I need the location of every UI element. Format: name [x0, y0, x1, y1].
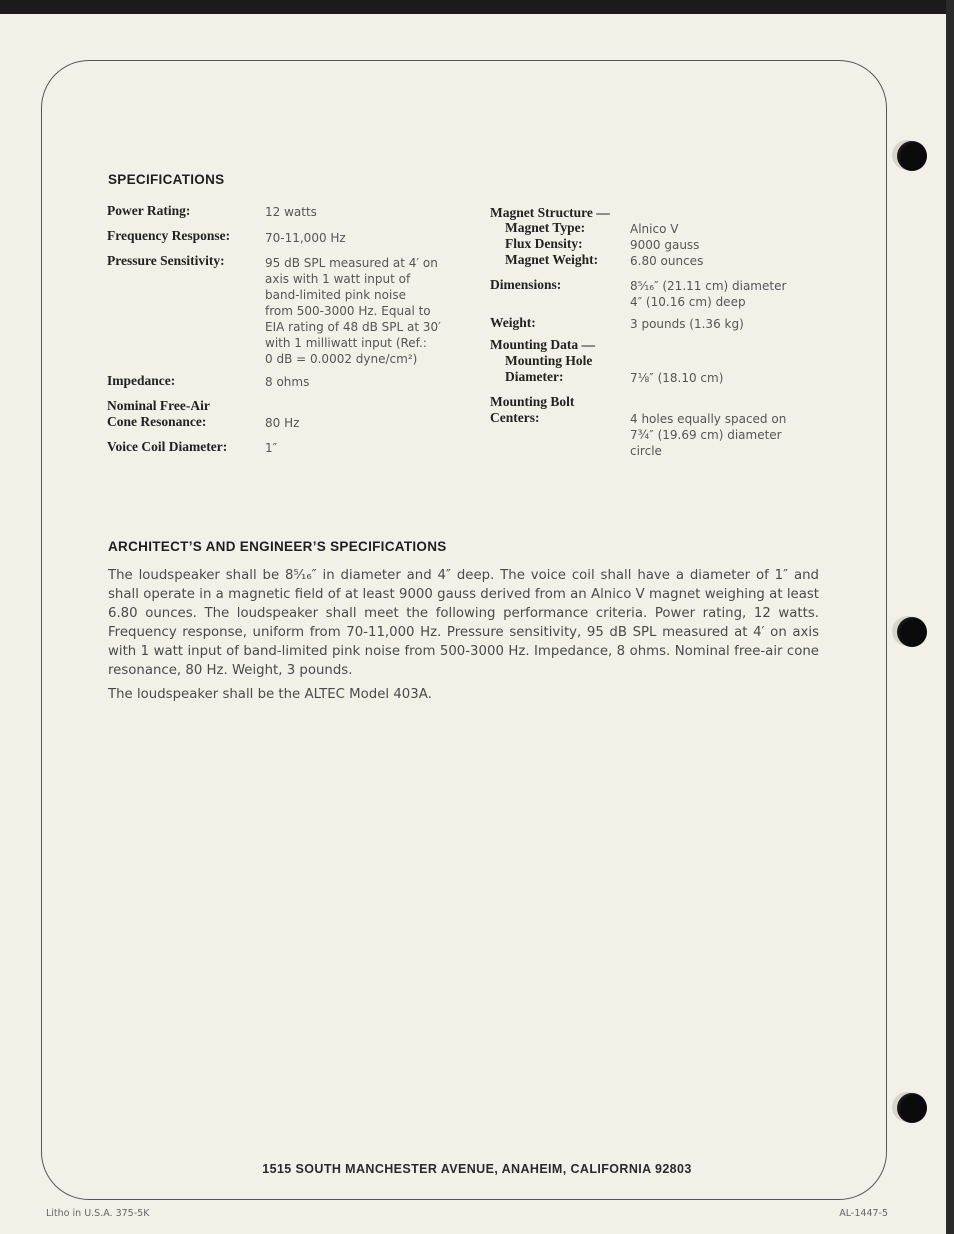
impedance-value: 8 ohms	[265, 375, 310, 389]
specifications-heading: SPECIFICATIONS	[108, 172, 225, 187]
voice-coil-value: 1″	[265, 441, 278, 455]
architect-model-paragraph: The loudspeaker shall be the ALTEC Model 403A.	[108, 687, 432, 702]
scan-top-edge	[0, 0, 954, 14]
flux-density-label: Flux Density:	[505, 236, 583, 251]
mounting-hole-label: Mounting Hole Diameter:	[505, 353, 593, 384]
pressure-sensitivity-label: Pressure Sensitivity:	[107, 253, 225, 268]
frequency-response-label: Frequency Response:	[107, 228, 231, 243]
mounting-hole-value: 7⅛″ (18.10 cm)	[630, 371, 724, 385]
magnet-weight-value: 6.80 ounces	[630, 254, 704, 268]
bolt-centers-label: Mounting Bolt Centers:	[490, 394, 575, 425]
bolt-centers-value: 4 holes equally spaced on 7¾″ (19.69 cm) diameter circle	[630, 412, 787, 458]
mounting-data-label: Mounting Data —	[490, 337, 596, 352]
weight-label: Weight:	[490, 315, 536, 330]
company-address: 1515 SOUTH MANCHESTER AVENUE, ANAHEIM, CALIFORNIA 92803	[262, 1162, 692, 1176]
impedance-label: Impedance:	[107, 373, 176, 388]
cone-resonance-value: 80 Hz	[265, 416, 300, 430]
architect-specs-heading: ARCHITECT’S AND ENGINEER’S SPECIFICATIONS	[108, 539, 447, 554]
frequency-response-value: 70-11,000 Hz	[265, 231, 346, 245]
dimensions-label: Dimensions:	[490, 277, 562, 292]
binder-hole-icon	[897, 141, 927, 171]
power-rating-value: 12 watts	[265, 205, 317, 219]
voice-coil-label: Voice Coil Diameter:	[107, 439, 228, 454]
weight-value: 3 pounds (1.36 kg)	[630, 317, 744, 331]
magnet-structure-label: Magnet Structure —	[490, 205, 610, 220]
scan-right-edge	[946, 0, 954, 1234]
power-rating-label: Power Rating:	[107, 203, 191, 218]
binder-hole-icon	[897, 1093, 927, 1123]
binder-hole-icon	[897, 617, 927, 647]
magnet-type-label: Magnet Type:	[505, 220, 586, 235]
flux-density-value: 9000 gauss	[630, 238, 700, 252]
dimensions-value: 8⁵⁄₁₆″ (21.11 cm) diameter 4″ (10.16 cm) deep	[630, 279, 787, 309]
magnet-type-value: Alnico V	[630, 222, 679, 236]
footer-doc-code: AL-1447-5	[839, 1208, 888, 1219]
magnet-weight-label: Magnet Weight:	[505, 252, 599, 267]
architect-specs-paragraph: The loudspeaker shall be 8⁵⁄₁₆″ in diameter and 4″ deep. The voice coil shall have a diameter of 1″ and shall operate in a magnetic field of at least 9000 gauss derived from an Alnico V magnet weighing at least 6.80 ounces. The loudspeaker shall meet the following performance criteria. Power rating, 12 watts. Frequency response, uniform from 70-11,000 Hz. Pressure sensitivity, 95 dB SPL measured at 4′ on axis with 1 watt input of band-limited pink noise from 500-3000 Hz. Impedance, 8 ohms. Nominal free-air cone resonance, 80 Hz. Weight, 3 pounds.	[108, 568, 819, 678]
pressure-sensitivity-value: 95 dB SPL measured at 4′ on axis with 1 watt input of band-limited pink noise from 500-3000 Hz. Equal to EIA rating of 48 dB SPL at 30′ with 1 milliwatt input (Ref.: 0 dB = 0.0002 dyne/cm²)	[265, 256, 441, 366]
cone-resonance-label: Nominal Free-Air Cone Resonance:	[107, 398, 210, 429]
footer-litho: Litho in U.S.A. 375-5K	[46, 1208, 150, 1219]
